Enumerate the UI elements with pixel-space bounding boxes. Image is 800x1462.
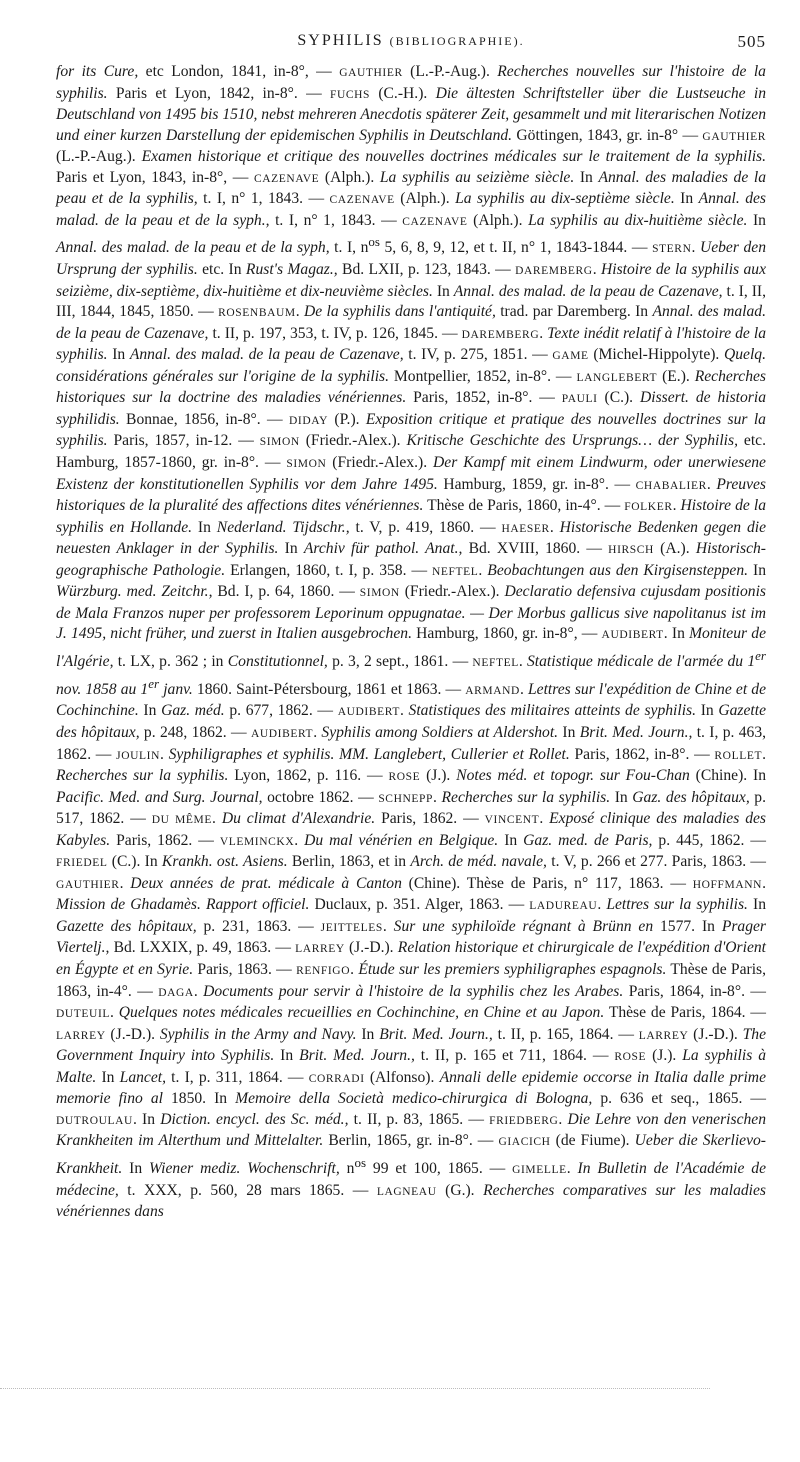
author-name: CAZENAVE [329, 194, 395, 207]
author-name: GAUTHIER [56, 878, 120, 891]
title-text: Annali delle epidemie occorse in Italia dalle prime memorie fino al [56, 1068, 766, 1108]
plain-text: Berlin, 1863, et in [287, 853, 411, 871]
plain-text: Hamburg, 1859, gr. in-8°. — [437, 475, 636, 493]
title-text: Relation historique et chirurgicale de l'expédition d'Orient en Égypte et en Syrie. [56, 939, 767, 978]
plain-text: Paris, 1852, in-8°. — [406, 389, 562, 407]
plain-text: p. 677, 1862. — [224, 702, 338, 720]
plain-text: In [696, 702, 719, 720]
author-name: DU MÊME [151, 814, 212, 827]
title-text: Historische Bedenken gegen die neuesten Anklager in der Syphilis. [56, 518, 766, 558]
plain-text: 1860. Saint-Pétersbourg, 1861 et 1863. — [192, 680, 466, 698]
plain-text: . [706, 475, 717, 493]
plain-text: (Michel-Hippolyte). [588, 346, 724, 364]
title-text: Die ältesten Schriftsteller über die Lustseuche in Deutschland von 1495 bis 1510, nebst mehreren Anecdotis späterer Zeit, gesammelt und mit literarischen Notizen und einer kurzen Darstellung der epidemischen Syphilis in Deutschland. [56, 84, 767, 144]
plain-text: Lyon, 1862, p. 116. — [228, 767, 389, 785]
plain-text: (Friedr.-Alex.). [326, 454, 434, 472]
plain-text: . [539, 810, 550, 828]
plain-text: p. 636 et seq., 1865. — [592, 1090, 766, 1108]
plain-text: 5, 6, 8, 9, 12, et t. II, n° 1, 1843-1844. — [379, 239, 653, 257]
plain-text: In [574, 168, 599, 186]
plain-text: . [350, 960, 359, 978]
plain-text: p. 517, 1862. — [56, 788, 767, 828]
running-title-main: SYPHILIS [297, 32, 384, 49]
title-text: Die Lehre von den venerischen Krankheiten im Alterthum und Mittelalter. [56, 1110, 767, 1150]
title-text: Quelques notes médicales recueillies en Cochinchine, en Chine et au Japon. [118, 1004, 605, 1022]
author-name: CHABALIER [635, 479, 707, 492]
plain-text: . [691, 239, 700, 257]
title-text: Annal. des malad. de la peau de Cazenave, [453, 282, 723, 300]
plain-text: Bd. LXII, p. 123, 1843. — [337, 261, 516, 279]
author-name: PAULI [561, 393, 598, 406]
author-name: DUTROULAU [56, 1114, 133, 1127]
title-text: The Government Inquiry into Syphilis. [56, 1025, 767, 1065]
plain-text: . [399, 702, 409, 720]
plain-text: . [295, 303, 304, 321]
title-text: Notes méd. et topogr. sur Fou-Chan [456, 767, 690, 785]
author-name: ROSE [614, 1051, 647, 1064]
plain-text: (J.). [420, 767, 457, 785]
title-text: Documents pour servir à l'histoire de la syphilis chez les Arabes. [203, 982, 624, 1000]
plain-text: trad. par Daremberg. In [495, 303, 653, 321]
title-text: Krankh. ost. Asiens. [161, 853, 288, 871]
plain-text: In [747, 211, 766, 229]
author-name: LARREY [295, 943, 345, 956]
plain-text: (C.-H.). [370, 84, 436, 102]
plain-text: Paris, 1857, in-12. — [107, 432, 260, 450]
author-name: FRIEDEL [56, 857, 108, 870]
plain-text: . [762, 874, 766, 892]
plain-text: p. 231, 1863. — [196, 917, 321, 935]
title-text: Diction. encycl. des Sc. méd., [160, 1110, 349, 1128]
plain-text: (J.-D.). [688, 1025, 743, 1043]
author-name: LADUREAU [529, 900, 598, 913]
plain-text: Göttingen, 1843, gr. in-8° — [512, 126, 703, 144]
plain-text: Paris, 1863. — [193, 960, 297, 978]
author-name: CAZENAVE [253, 172, 320, 185]
title-text: Lettres sur la syphilis. [606, 896, 748, 914]
plain-text: . [119, 874, 131, 892]
title-text: Syphilis among Soldiers at Aldershot. [321, 723, 559, 741]
plain-text: t. IV, p. 275, 1851. — [403, 346, 553, 364]
plain-text: (P.). [328, 410, 366, 428]
title-text: Preuves historiques de la pluralité des affections dites vénériennes. [56, 475, 766, 515]
title-text: Gaz. méd. [161, 702, 225, 720]
author-name: LANGLEBERT [576, 371, 658, 384]
superscript: er [755, 647, 766, 663]
title-text: Nederland. Tijdschr., [216, 518, 350, 536]
author-name: JOULIN [116, 749, 160, 762]
plain-text: t. V, p. 266 et 277. Paris, 1863. — [546, 853, 767, 871]
author-name: DAGA [158, 986, 194, 999]
plain-text: Paris, 1864, in-8°. — [623, 982, 766, 1000]
plain-text: In [274, 1047, 300, 1065]
plain-text: In [138, 702, 162, 720]
running-title [56, 32, 766, 50]
author-name: SIMON [286, 458, 327, 471]
title-text: for its Cure, [56, 63, 139, 80]
author-name: CORRADI [308, 1072, 365, 1085]
plain-text: t. I, p. 463, 1862. — [56, 723, 767, 763]
superscript: os [368, 234, 380, 250]
plain-text: t. II, p. 83, 1865. — [348, 1110, 490, 1128]
author-name: FUCHS [329, 88, 371, 101]
title-text: Brit. Med. Journ., [379, 1025, 493, 1043]
plain-text: (G.). [436, 1181, 484, 1199]
author-name: ROSENBAUM [218, 307, 296, 320]
plain-text: octobre 1862. — [262, 788, 379, 806]
author-name: FRIEDBERG [489, 1114, 559, 1127]
plain-text: In [498, 831, 524, 849]
title-text: In Bulletin de l'Académie de médecine, [56, 1160, 766, 1199]
title-text: Du climat d'Alexandrie. [221, 810, 376, 828]
plain-text: . [110, 1004, 119, 1022]
plain-text: p. 3, 2 sept., 1861. — [327, 653, 473, 671]
author-name: GAUTHIER [702, 130, 766, 143]
running-title-subtitle: (BIBLIOGRAPHIE). [389, 34, 525, 48]
plain-text: t. I, n [329, 239, 369, 257]
title-text: Pacific. Med. and Surg. Journal, [56, 788, 263, 806]
title-text: Histoire de la syphilis en Hollande. [56, 497, 766, 536]
author-name: DUTEUIL [56, 1008, 111, 1021]
plain-text: Hamburg, 1860, gr. in-8°, — [411, 625, 602, 643]
author-name: LAGNEAU [376, 1185, 437, 1198]
plain-text: t. II, p. 165 et 711, 1864. — [414, 1047, 615, 1065]
plain-text: In [610, 788, 633, 806]
plain-text: (J.-D.). [105, 1025, 160, 1043]
plain-text: Paris, 1862, in-8°. — [569, 745, 715, 763]
title-text: Annal. des maladies de la peau et de la syphilis, [56, 168, 766, 208]
plain-text: In [107, 346, 130, 364]
title-text: Histoire de la syphilis aux seizième, dix-septième, dix-huitième et dix-neuvième siècles. [56, 261, 767, 300]
title-text: Wiener mediz. Wochenschrift, [149, 1160, 340, 1178]
plain-text: (A.). [653, 540, 696, 558]
author-name: NEFTEL [472, 657, 519, 670]
plain-text: (C.). In [107, 853, 162, 871]
title-text: Étude sur les premiers syphiligraphes espagnols. [358, 960, 667, 978]
author-name: NEFTEL [432, 565, 479, 578]
plain-text: 1850. In [162, 1090, 236, 1108]
title-text: Archiv für pathol. Anat., [303, 540, 463, 558]
plain-text: t. II, p. 165, 1864. — [492, 1025, 639, 1043]
title-text: La syphilis à Malte. [56, 1047, 766, 1086]
author-name: GIMELLE [512, 1164, 567, 1177]
plain-text: Thèse de Paris, 1863, in-4°. — [56, 960, 767, 1000]
plain-text: Paris et Lyon, 1842, in-8°. — [107, 84, 330, 102]
plain-text: t. I, II, III, 1844, 1845, 1850. — [56, 282, 766, 321]
plain-text: (Chine). In [689, 767, 766, 785]
superscript: os [354, 1154, 367, 1170]
plain-text: Thèse de Paris, 1860, in-4°. — [423, 497, 625, 515]
title-text: Recherches historiques sur la doctrine des maladies vénériennes. [56, 367, 766, 407]
title-text: Mission de Ghadamès. Rapport officiel. [56, 896, 310, 914]
plain-text: etc. Hamburg, 1857-1860, gr. in-8°. — [56, 432, 766, 472]
title-text: Gaz. des hôpitaux, [632, 788, 750, 806]
plain-text: . [672, 497, 681, 515]
author-name: GAUTHIER [339, 67, 403, 79]
title-text: Constitutionnel, [227, 653, 328, 671]
author-name: ROSE [388, 771, 421, 784]
plain-text: . [597, 896, 607, 914]
plain-text: In [122, 1160, 150, 1178]
title-text: Exposition critique et pratique des nouvelles doctrines sur la syphilis. [56, 410, 766, 450]
title-text: Syphilis in the Army and Navy. [159, 1025, 357, 1043]
author-name: SCHNEPP [378, 792, 434, 805]
author-name: LARREY [638, 1029, 689, 1042]
author-name: VLEMINCKX [219, 835, 295, 848]
footer-rule [0, 1388, 710, 1389]
title-text: Recherches comparatives sur les maladies vénériennes dans [56, 1181, 766, 1221]
title-text: Annal. des malad. de la peau de Cazenave, [129, 346, 404, 364]
plain-text: 1577. In [653, 917, 722, 935]
title-text: Exposé clinique des maladies des Kabyles. [56, 810, 766, 849]
plain-text: . [518, 653, 527, 671]
superscript: er [148, 675, 160, 691]
title-text: Beobachtungen aus den Kirgisensteppen. [487, 561, 749, 579]
plain-text: etc London, 1841, in-8°, — [138, 63, 340, 80]
plain-text: (Friedr.-Alex.). [399, 583, 505, 601]
title-text: Texte inédit relatif à l'histoire de la syphilis. [56, 324, 766, 364]
title-text: Brit. Med. Journ., [579, 723, 693, 741]
title-text: Arch. de méd. navale, [410, 853, 547, 871]
title-text: Annal. des malad. de la peau et de la syph, [56, 239, 330, 257]
author-name: SIMON [359, 587, 400, 600]
title-text: Rust's Magaz., [245, 261, 338, 279]
plain-text: . [382, 917, 394, 935]
author-name: ROLLET [714, 749, 763, 762]
title-text: Gaz. med. de Paris, [523, 831, 653, 849]
title-text: janv. [159, 680, 193, 698]
plain-text: Thèse de Paris, 1864. — [604, 1004, 766, 1022]
author-name: GIACICH [498, 1136, 551, 1149]
plain-text: t. I, n° 1, 1843. — [197, 190, 330, 208]
bibliography-paragraph [56, 62, 766, 1223]
plain-text: In [356, 1025, 380, 1043]
plain-text: . [539, 324, 548, 342]
author-name: STERN [652, 243, 692, 256]
plain-text: Paris, 1862. — [110, 831, 220, 849]
plain-text: (de Fiume). [550, 1132, 635, 1150]
title-text: Annal. des malad. de la peau de Cazenave, [56, 303, 766, 342]
plain-text: t. V, p. 419, 1860. — [349, 518, 502, 536]
title-text: Statistiques des militaires atteints de syphilis. [408, 702, 697, 720]
title-text: Deux années de prat. médicale à Canton [130, 874, 402, 892]
plain-text: . [294, 831, 305, 849]
plain-text: In [558, 723, 580, 741]
title-text: Moniteur de l'Algérie, [56, 625, 766, 671]
plain-text: (Chine). Thèse de Paris, n° 117, 1863. — [401, 874, 693, 892]
title-text: Declaratio defensiva cujusdam positionis de Mala Franzos nuper per professorem Leporinum oppugnatae. — Der Morbus gallicus sive napolitanus ist im J. 1495, nicht früher, und zuerst in Italien ausgebrochen. [56, 583, 766, 643]
author-name: JEITTELES [320, 921, 383, 934]
plain-text: t. I, p. 311, 1864. — [165, 1068, 309, 1086]
title-text: Sur une syphiloïde régnant à Brünn en [393, 917, 654, 935]
plain-text: (E.). [657, 367, 695, 385]
title-text: Statistique médicale de l'armée du 1 [526, 653, 756, 671]
plain-text: . [159, 745, 169, 763]
plain-text: . [558, 1110, 568, 1128]
plain-text: . In [132, 1110, 161, 1128]
title-text: La syphilis au seizième siècle. [379, 168, 575, 186]
title-text: Gazette des hôpitaux, [56, 917, 197, 935]
title-text: Ueber den Ursprung der syphilis. [56, 239, 766, 279]
plain-text: . [193, 982, 204, 1000]
author-name: FOLKER [624, 501, 673, 514]
author-name: GAME [552, 350, 589, 363]
plain-text: (Friedr.-Alex.). [299, 432, 407, 450]
plain-text: . [313, 723, 322, 741]
title-text: nov. 1858 au 1 [56, 680, 149, 698]
plain-text: Erlangen, 1860, t. I, p. 358. — [225, 561, 433, 579]
plain-text: Berlin, 1865, gr. in-8°. — [323, 1132, 499, 1150]
plain-text: . [549, 518, 560, 536]
author-name: AUDIBERT [601, 629, 664, 642]
plain-text: (L.-P.-Aug.). [56, 148, 142, 166]
plain-text: . [592, 261, 601, 279]
plain-text: Bd. I, p. 64, 1860. — [212, 583, 360, 601]
plain-text: 99 et 100, 1865. — [366, 1160, 513, 1178]
title-text: Brit. Med. Journ., [299, 1047, 415, 1065]
plain-text: (L.-P.-Aug.). [402, 63, 498, 80]
title-text: Kritische Geschichte des Ursprungs… der Syphilis, [406, 432, 738, 450]
plain-text: In [432, 282, 454, 300]
title-text: Lettres sur l'expédition de Chine et de Cochinchine. [56, 680, 766, 720]
title-text: Memoire della Società medico-chirurgica di Bologna, [235, 1090, 593, 1108]
plain-text: (Alph.). [467, 211, 529, 229]
title-text: Dissert. de historia syphilidis. [56, 389, 767, 428]
title-text: Quelq. considérations générales sur l'origine de la syphilis. [56, 346, 766, 385]
title-text: Syphiligraphes et syphilis. MM. Langlebert, Cullerier et Rollet. [168, 745, 570, 763]
page-header [56, 28, 766, 60]
title-text: Historisch-geographische Pathologie. [56, 540, 766, 579]
plain-text: Bonnae, 1856, in-8°. — [119, 410, 290, 428]
title-text: Recherches sur la syphilis. [441, 788, 611, 806]
author-name: RENFIGO [296, 964, 351, 977]
plain-text: Bd. LXXIX, p. 49, 1863. — [109, 939, 296, 957]
plain-text: (C.). [597, 389, 640, 407]
author-name: AUDIBERT [337, 706, 400, 719]
title-text: Lancet, [119, 1068, 166, 1086]
plain-text: (J.). [646, 1047, 683, 1065]
title-text: Der Kampf mit einem Lindwurm, oder unerwiesene Existenz der konstitutionellen Syphilis vor dem Jahre 1495. [56, 454, 766, 493]
plain-text: In [278, 540, 304, 558]
author-name: LARREY [56, 1029, 106, 1042]
title-text: La syphilis au dix-huitième siècle. [528, 211, 748, 229]
plain-text: In [674, 190, 699, 208]
title-text: Gazette des hôpitaux, [56, 702, 766, 741]
title-text: Examen historique et critique des nouvelles doctrines médicales sur le traitement de la syphilis. [141, 148, 766, 166]
plain-text: . [433, 788, 442, 806]
plain-text: Montpellier, 1852, in-8°. — [389, 367, 577, 385]
author-name: CAZENAVE [402, 215, 468, 228]
title-text: Du mal vénérien en Belgique. [304, 831, 499, 849]
title-text: Prager Viertelj., [56, 917, 766, 957]
plain-text: . [211, 810, 222, 828]
plain-text: In [192, 518, 217, 536]
title-text: De la syphilis dans l'antiquité, [304, 303, 496, 321]
plain-text: Duclaux, p. 351. Alger, 1863. — [309, 896, 530, 914]
author-name: AUDIBERT [250, 727, 314, 740]
title-text: Recherches nouvelles sur l'histoire de la syphilis. [56, 63, 766, 102]
plain-text: t. LX, p. 362 ; in [113, 653, 228, 671]
plain-text: p. 248, 1862. — [139, 723, 251, 741]
plain-text: . [519, 680, 528, 698]
plain-text: . In [663, 625, 690, 643]
plain-text: . [762, 745, 766, 763]
document-page [56, 28, 766, 1223]
author-name: VINCENT [484, 814, 540, 827]
plain-text: etc. In [197, 261, 246, 279]
plain-text: p. 445, 1862. — [652, 831, 767, 849]
plain-text: t. XXX, p. 560, 28 mars 1865. — [118, 1181, 377, 1199]
title-text: Recherches sur la syphilis. [56, 767, 229, 785]
plain-text: In [747, 896, 766, 914]
plain-text: n [339, 1160, 355, 1178]
author-name: ARMAND [465, 684, 520, 697]
title-text: Annal. des malad. de la peau et de la syph., [56, 190, 766, 229]
plain-text: In [748, 561, 767, 579]
plain-text: (Alph.). [319, 168, 380, 186]
author-name: DAREMBERG [515, 265, 593, 278]
title-text: La syphilis au dix-septième siècle. [455, 190, 675, 208]
plain-text: Paris, 1862. — [375, 810, 485, 828]
plain-text: t. I, n° 1, 1843. — [269, 211, 403, 229]
author-name: HOFFMANN [692, 878, 763, 891]
plain-text: Paris et Lyon, 1843, in-8°, — [56, 168, 254, 186]
plain-text: (J.-D.). [344, 939, 398, 957]
author-name: HIRSCH [608, 544, 654, 557]
title-text: Ueber die Skerlievo-Krankheit. [56, 1132, 766, 1178]
plain-text: . [566, 1160, 578, 1178]
plain-text: . [478, 561, 488, 579]
plain-text: Bd. XVIII, 1860. — [462, 540, 609, 558]
author-name: DAREMBERG [461, 328, 540, 341]
author-name: SIMON [259, 436, 300, 449]
plain-text: In [96, 1068, 120, 1086]
page-number: 505 [737, 32, 766, 51]
author-name: DIDAY [289, 414, 329, 427]
title-text: Würzburg. med. Zeitchr., [56, 583, 213, 601]
author-name: HAESER [501, 522, 550, 535]
plain-text: (Alfonso). [364, 1068, 440, 1086]
plain-text: t. II, p. 197, 353, t. IV, p. 126, 1845. — [208, 324, 462, 342]
plain-text: (Alph.). [394, 190, 456, 208]
